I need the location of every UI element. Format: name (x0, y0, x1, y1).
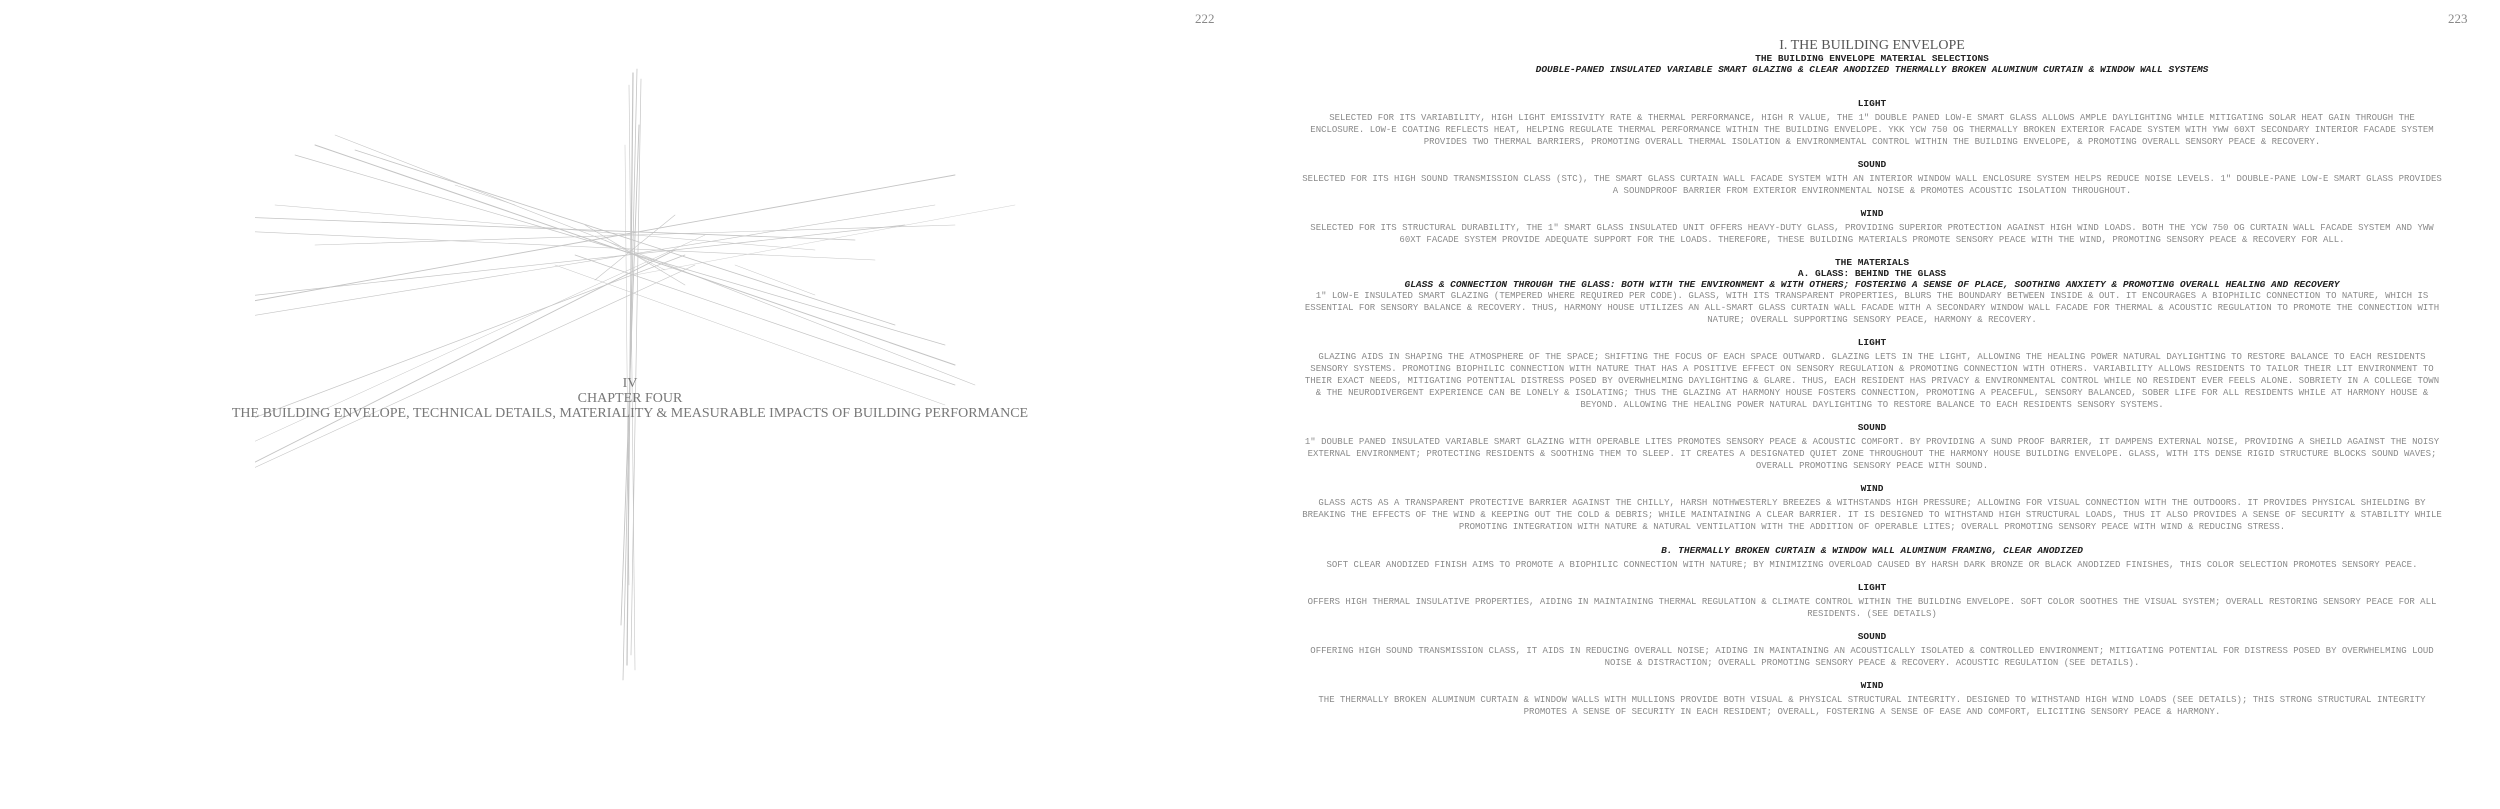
envelope-sound-label: SOUND (1857, 159, 1887, 170)
envelope-sound-text: SELECTED FOR ITS HIGH SOUND TRANSMISSION CLASS (STC), THE SMART GLASS CURTAIN WALL FACADE SYSTEM WITH AN INTERIOR WINDOW WALL ENCLOSURE SYSTEM HELPS REDUCE NOISE LEVELS. 1" DOUBLE-PANE LOW-E SMART GLASS PROVIDES A SOUNDPROOF BARRIER FROM EXTERIOR ENVIRONMENTAL NOISE & PROMOTES ACOUSTIC ISOLATION THROUGHOUT. (1302, 174, 2442, 196)
aluminum-title: B. THERMALLY BROKEN CURTAIN & WINDOW WALL ALUMINUM FRAMING, CLEAR ANODIZED (1661, 545, 2083, 556)
page-number-left: 222 (1195, 11, 1215, 26)
right-page (1250, 0, 2500, 809)
envelope-wind-label: WIND (1860, 208, 1884, 219)
system-title: DOUBLE-PANED INSULATED VARIABLE SMART GLAZING & CLEAR ANODIZED THERMALLY BROKEN ALUMINUM CURTAIN & WINDOW WALL SYSTEMS (1535, 64, 2209, 75)
aluminum-light-text: OFFERS HIGH THERMAL INSULATIVE PROPERTIES, AIDING IN MAINTAINING THERMAL REGULATION & CLIMATE CONTROL WITHIN THE BUILDING ENVELOPE. SOFT COLOR SOOTHES THE VISUAL SYSTEM; OVERALL RESTORING SENSORY PEACE FOR ALL RESIDENTS. (SEE DETAILS) (1307, 597, 2437, 619)
chapter-heading (180, 376, 1080, 421)
page-content (1302, 38, 2442, 718)
aluminum-light-label: LIGHT (1857, 582, 1887, 593)
page-number-right: 223 (2448, 11, 2468, 26)
aluminum-sound-label: SOUND (1857, 631, 1887, 642)
glass-title: A. GLASS: BEHIND THE GLASS (1797, 268, 1947, 279)
glass-wind-text: GLASS ACTS AS A TRANSPARENT PROTECTIVE BARRIER AGAINST THE CHILLY, HARSH NOTHWESTERLY BREEZES & WITHSTANDS HIGH PRESSURE; ALLOWING FOR VISUAL CONNECTION WITH THE OUTDOORS. IT PROVIDES PHYSICAL SHIELDING BY BREAKING THE EFFECTS OF THE WIND & KEEPING OUT THE COLD & DEBRIS; WHILE MAINTAINING A CLEAR BARRIER. IT IS DESIGNED TO WITHSTAND HIGH STRUCTURAL LOADS, THUS IT ALSO PROVIDES A SENSE OF SECURITY & STABILITY WHILE PROMOTING INTEGRATION WITH NATURE & NATURAL VENTILATION WITH THE ADDITION OF OPERABLE LITES; OVERALL PROMOTING SENSORY PEACE WITH WIND & REDUCING STRESS. (1302, 498, 2442, 532)
materials-title: THE MATERIALS (1834, 257, 1910, 268)
envelope-wind-text: SELECTED FOR ITS STRUCTURAL DURABILITY, THE 1" SMART GLASS INSULATED UNIT OFFERS HEAVY-DUTY GLASS, PROVIDING SUPERIOR PROTECTION AGAINST HIGH WIND LOADS. BOTH THE YCW 750 OG CURTAIN WALL FACADE SYSTEM AND YWW 60XT FACADE SYSTEM PROVIDE ADEQUATE SUPPORT FOR THE LOADS. THEREFORE, THESE BUILDING MATERIALS PROMOTE SENSORY PEACE WITH THE WIND, PROMOTING SENSORY PEACE & RECOVERY FOR ALL. (1310, 223, 2434, 245)
glass-sound-label: SOUND (1857, 422, 1887, 433)
chapter-title: THE BUILDING ENVELOPE, TECHNICAL DETAILS, MATERIALITY & MEASURABLE IMPACTS OF BUILDING PERFORMANCE (231, 406, 1029, 421)
aluminum-intro: SOFT CLEAR ANODIZED FINISH AIMS TO PROMOTE A BIOPHILIC CONNECTION WITH NATURE; BY MINIMIZING OVERLOAD CAUSED BY HARSH DARK BRONZE OR BLACK ANODIZED FINISHES, THIS COLOR SELECTION PROMOTES SENSORY PEACE. (1326, 560, 2418, 570)
glass-subtitle: GLASS & CONNECTION THROUGH THE GLASS: BOTH WITH THE ENVIRONMENT & WITH OTHERS; FOSTERING A SENSE OF PLACE, SOOTHING ANXIETY & PROMOTING OVERALL HEALING AND RECOVERY (1404, 279, 2340, 290)
part-title: I. THE BUILDING ENVELOPE (1779, 38, 1965, 53)
section-title: THE BUILDING ENVELOPE MATERIAL SELECTIONS (1755, 53, 1989, 64)
envelope-light-label: LIGHT (1857, 98, 1887, 109)
aluminum-wind-label: WIND (1860, 680, 1884, 691)
aluminum-sound-text: OFFERING HIGH SOUND TRANSMISSION CLASS, IT AIDS IN REDUCING OVERALL NOISE; AIDING IN MAINTAINING AN ACOUSTICALLY ISOLATED & CONTROLLED ENVIRONMENT; MITIGATING POTENTIAL FOR DISTRESS POSED BY OVERWHELMING LOUD NOISE & DISTRACTION; OVERALL PROMOTING SENSORY PEACE & RECOVERY. ACOUSTIC REGULATION (SEE DETAILS). (1310, 646, 2434, 668)
aluminum-wind-text: THE THERMALLY BROKEN ALUMINUM CURTAIN & WINDOW WALLS WITH MULLIONS PROVIDE BOTH VISUAL & PHYSICAL STRUCTURAL INTEGRITY. DESIGNED TO WITHSTAND HIGH WIND LOADS (SEE DETAILS); THIS STRONG STRUCTURAL INTEGRITY PROMOTES A SENSE OF SECURITY IN EACH RESIDENT; OVERALL, FOSTERING A SENSE OF EASE AND COMFORT, ELICITING SENSORY PEACE & HARMONY. (1318, 695, 2426, 717)
glass-wind-label: WIND (1860, 483, 1884, 494)
chapter-label: CHAPTER FOUR (577, 391, 683, 406)
glass-light-text: GLAZING AIDS IN SHAPING THE ATMOSPHERE OF THE SPACE; SHIFTING THE FOCUS OF EACH SPACE OUTWARD. GLAZING LETS IN THE LIGHT, ALLOWING THE HEALING POWER NATURAL DAYLIGHTING TO RESTORE BALANCE TO EACH RESIDENTS SENSORY SYSTEMS. PROMOTING BIOPHILIC CONNECTION WITH NATURE THAT HAS A POSITIVE EFFECT ON SENSORY REGULATION & PROMOTING CONNECTION WITH OTHERS. VARIABILITY ALLOWS RESIDENTS TO TAILOR THEIR LIT ENVIRONMENT TO THEIR EXACT NEEDS, MITIGATING POTENTIAL DISTRESS POSED BY OVERWHELMING DAYLIGHTING & GLARE. THUS, EACH RESIDENT HAS PRIVACY & ENVIRONMENTAL CONTROL WHILE NO RESIDENT EVER FEELS ALONE. SOBRIETY IN A COLLEGE TOWN & THE NEURODIVERGENT EXPERIENCE CAN BE LONELY & ISOLATING; THUS THE GLAZING AT HARMONY HOUSE FOSTERS CONNECTION, PROMOTING A PEACEFUL, SENSORY BALANCED, SOBER LIFE FOR ALL RESIDENTS WHILE AT HARMONY HOUSE & BEYOND. ALLOWING THE HEALING POWER NATURAL DAYLIGHTING TO RESTORE BALANCE TO EACH RESIDENTS SENSORY SYSTEMS. (1304, 352, 2440, 410)
glass-sound-text: 1" DOUBLE PANED INSULATED VARIABLE SMART GLAZING WITH OPERABLE LITES PROMOTES SENSORY PEACE & ACOUSTIC COMFORT. BY PROVIDING A SUND PROOF BARRIER, IT DAMPENS EXTERNAL NOISE, PROVIDING A SHEILD AGAINST THE NOISY EXTERNAL ENVIRONMENT; PROTECTING RESIDENTS & SOOTHING THEM TO SLEEP. IT CREATES A DESIGNATED QUIET ZONE THROUGHOUT THE HARMONY HOUSE BUILDING ENVELOPE. GLASS, WITH ITS DENSE RIGID STRUCTURE BLOCKS SOUND WAVES; OVERALL PROMOTING SENSORY PEACE WITH SOUND. (1304, 437, 2440, 471)
glass-intro: 1" LOW-E INSULATED SMART GLAZING (TEMPERED WHERE REQUIRED PER CODE). GLASS, WITH ITS TRANSPARENT PROPERTIES, BLURS THE BOUNDARY BETWEEN INSIDE & OUT. IT ENCOURAGES A BIOPHILIC CONNECTION TO NATURE, WHICH IS ESSENTIAL FOR SENSORY BALANCE & RECOVERY. THUS, HARMONY HOUSE UTILIZES AN ALL-SMART GLASS CURTAIN WALL FACADE WITH A SECONDARY WINDOW WALL FACADE FOR THERMAL & ACOUSTIC REGULATION TO PROMOTE THE CONNECTION WITH NATURE; OVERALL SUPPORTING SENSORY PEACE, HARMONY & RECOVERY. (1304, 291, 2440, 325)
glass-light-label: LIGHT (1857, 337, 1887, 348)
envelope-light-text: SELECTED FOR ITS VARIABILITY, HIGH LIGHT EMISSIVITY RATE & THERMAL PERFORMANCE, HIGH R VALUE, THE 1" DOUBLE PANED LOW-E SMART GLASS ALLOWS AMPLE DAYLIGHTING WHILE MITIGATING SOLAR HEAT GAIN THROUGH THE ENCLOSURE. LOW-E COATING REFLECTS HEAT, HELPING REGULATE THERMAL PERFORMANCE WITHIN THE BUILDING ENVELOPE. YKK YCW 750 OG THERMALLY BROKEN EXTERIOR FACADE SYSTEM WITH YWW 60XT SECONDARY INTERIOR FACADE SYSTEM PROVIDES TWO THERMAL BARRIERS, PROMOTING OVERALL THERMAL ISOLATION & ENVIRONMENTAL CONTROL WITHIN THE BUILDING ENVELOPE, & PROMOTING OVERALL SENSORY PEACE & RECOVERY. (1310, 113, 2434, 147)
chapter-numeral: IV (622, 376, 638, 391)
